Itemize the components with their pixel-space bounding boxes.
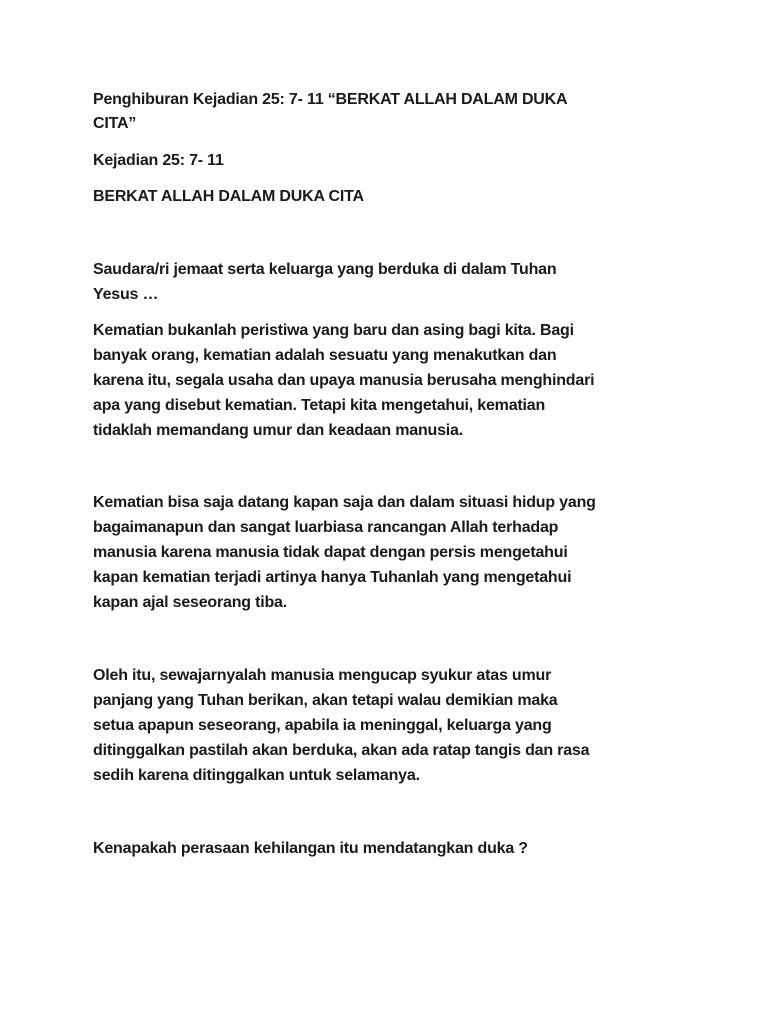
paragraph-line: Kenapakah perasaan kehilangan itu mendatangkan duka ? [93,840,528,857]
paragraph-line: tidaklah memandang umur dan keadaan manusia. [93,422,463,439]
document-title-line: Penghiburan Kejadian 25: 7- 11 “BERKAT ALLAH DALAM DUKA [93,91,568,108]
paragraph-line: Yesus … [93,286,159,303]
paragraph-line: manusia karena manusia tidak dapat dengan persis mengetahui [93,544,568,561]
document-title-line: CITA” [93,115,137,132]
paragraph-line: karena itu, segala usaha dan upaya manusia berusaha menghindari [93,372,595,389]
paragraph-line: apa yang disebut kematian. Tetapi kita mengetahui, kematian [93,397,546,414]
paragraph-line: kapan ajal seseorang tiba. [93,594,287,611]
paragraph-line: ditinggalkan pastilah akan berduka, akan ada ratap tangis dan rasa [93,742,590,759]
paragraph-line: Kematian bukanlah peristiwa yang baru dan asing bagi kita. Bagi [93,322,574,339]
paragraph-line: sedih karena ditinggalkan untuk selamanya. [93,767,420,784]
scripture-reference: Kejadian 25: 7- 11 [93,152,224,169]
paragraph-line: panjang yang Tuhan berikan, akan tetapi walau demikian maka [93,692,558,709]
paragraph-line: Kematian bisa saja datang kapan saja dan dalam situasi hidup yang [93,494,596,511]
paragraph-line: Saudara/ri jemaat serta keluarga yang berduka di dalam Tuhan [93,261,557,278]
paragraph-line: banyak orang, kematian adalah sesuatu yang menakutkan dan [93,347,557,364]
paragraph-line: kapan kematian terjadi artinya hanya Tuhanlah yang mengetahui [93,569,572,586]
paragraph-line: setua apapun seseorang, apabila ia meninggal, keluarga yang [93,717,552,734]
paragraph-line: bagaimanapun dan sangat luarbiasa rancangan Allah terhadap [93,519,559,536]
paragraph-line: Oleh itu, sewajarnyalah manusia mengucap syukur atas umur [93,667,552,684]
sermon-heading: BERKAT ALLAH DALAM DUKA CITA [93,188,364,205]
